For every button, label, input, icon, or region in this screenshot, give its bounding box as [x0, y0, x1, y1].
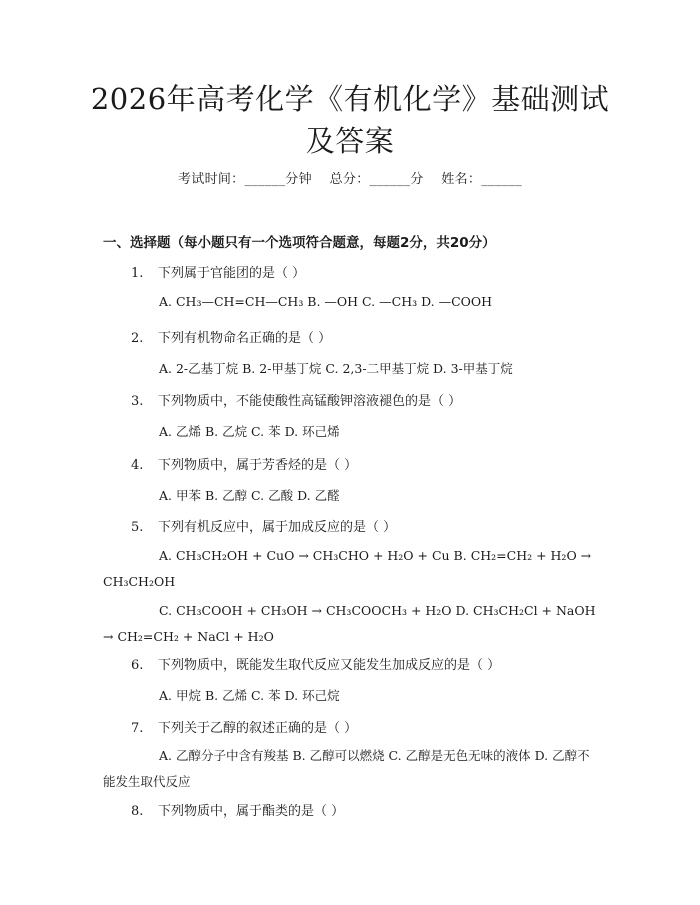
question-1	[131, 262, 305, 281]
question-number: 2.	[131, 331, 144, 346]
question-number: 4.	[131, 458, 144, 473]
question-3	[131, 390, 461, 409]
question-number: 7.	[131, 721, 144, 736]
question-6	[131, 654, 500, 673]
question-7	[131, 717, 357, 736]
question-3-options: A. 乙烯 B. 乙烷 C. 苯 D. 环己烯	[159, 424, 340, 439]
question-text: 下列物质中，属于芳香烃的是（ ）	[158, 458, 358, 473]
question-8	[131, 800, 344, 819]
question-text: 下列物质中，既能发生取代反应又能发生加成反应的是（ ）	[158, 658, 501, 673]
question-6-options: A. 甲烷 B. 乙烯 C. 苯 D. 环己烷	[159, 688, 340, 703]
question-number: 6.	[131, 658, 144, 673]
question-5	[131, 516, 396, 535]
question-text: 下列物质中，不能使酸性高锰酸钾溶液褪色的是（ ）	[158, 394, 462, 409]
page-title: 2026年高考化学《有机化学》基础测试及答案	[90, 82, 610, 158]
question-7-options: A. 乙醇分子中含有羧基 B. 乙醇可以燃烧 C. 乙醇是无色无味的液体 D. 乙醇不能发生取代反应	[103, 748, 590, 789]
question-number: 3.	[131, 394, 144, 409]
question-text: 下列物质中，属于酯类的是（ ）	[158, 804, 345, 819]
question-4	[131, 454, 357, 473]
section-heading: 一、选择题（每小题只有一个选项符合题意，每题2分，共20分）	[103, 235, 496, 251]
question-text: 下列属于官能团的是（ ）	[158, 266, 306, 281]
question-2-options: A. 2-乙基丁烷 B. 2-甲基丁烷 C. 2,3-二甲基丁烷 D. 3-甲基丁烷	[159, 361, 513, 376]
question-text: 下列有机物命名正确的是（ ）	[158, 331, 332, 346]
question-text: 下列有机反应中，属于加成反应的是（ ）	[158, 520, 397, 535]
question-text: 下列关于乙醇的叙述正确的是（ ）	[158, 721, 358, 736]
question-1-options: A. CH₃—CH=CH—CH₃ B. —OH C. —CH₃ D. —COOH	[159, 294, 493, 309]
question-4-options: A. 甲苯 B. 乙醇 C. 乙酸 D. 乙醛	[159, 488, 340, 503]
question-number: 8.	[131, 804, 144, 819]
question-2	[131, 327, 331, 346]
question-number: 5.	[131, 520, 144, 535]
question-number: 1.	[131, 266, 144, 281]
exam-info-line: 考试时间：______分钟 总分：______分 姓名：______	[177, 172, 523, 187]
question-5-options-ab: A. CH₃CH₂OH + CuO → CH₃CHO + H₂O + Cu B. CH₂=CH₂ + H₂O → CH₃CH₂OH	[103, 548, 592, 589]
question-5-options-cd: C. CH₃COOH + CH₃OH → CH₃COOCH₃ + H₂O D. CH₃CH₂Cl + NaOH → CH₂=CH₂ + NaCl + H₂O	[103, 603, 596, 644]
